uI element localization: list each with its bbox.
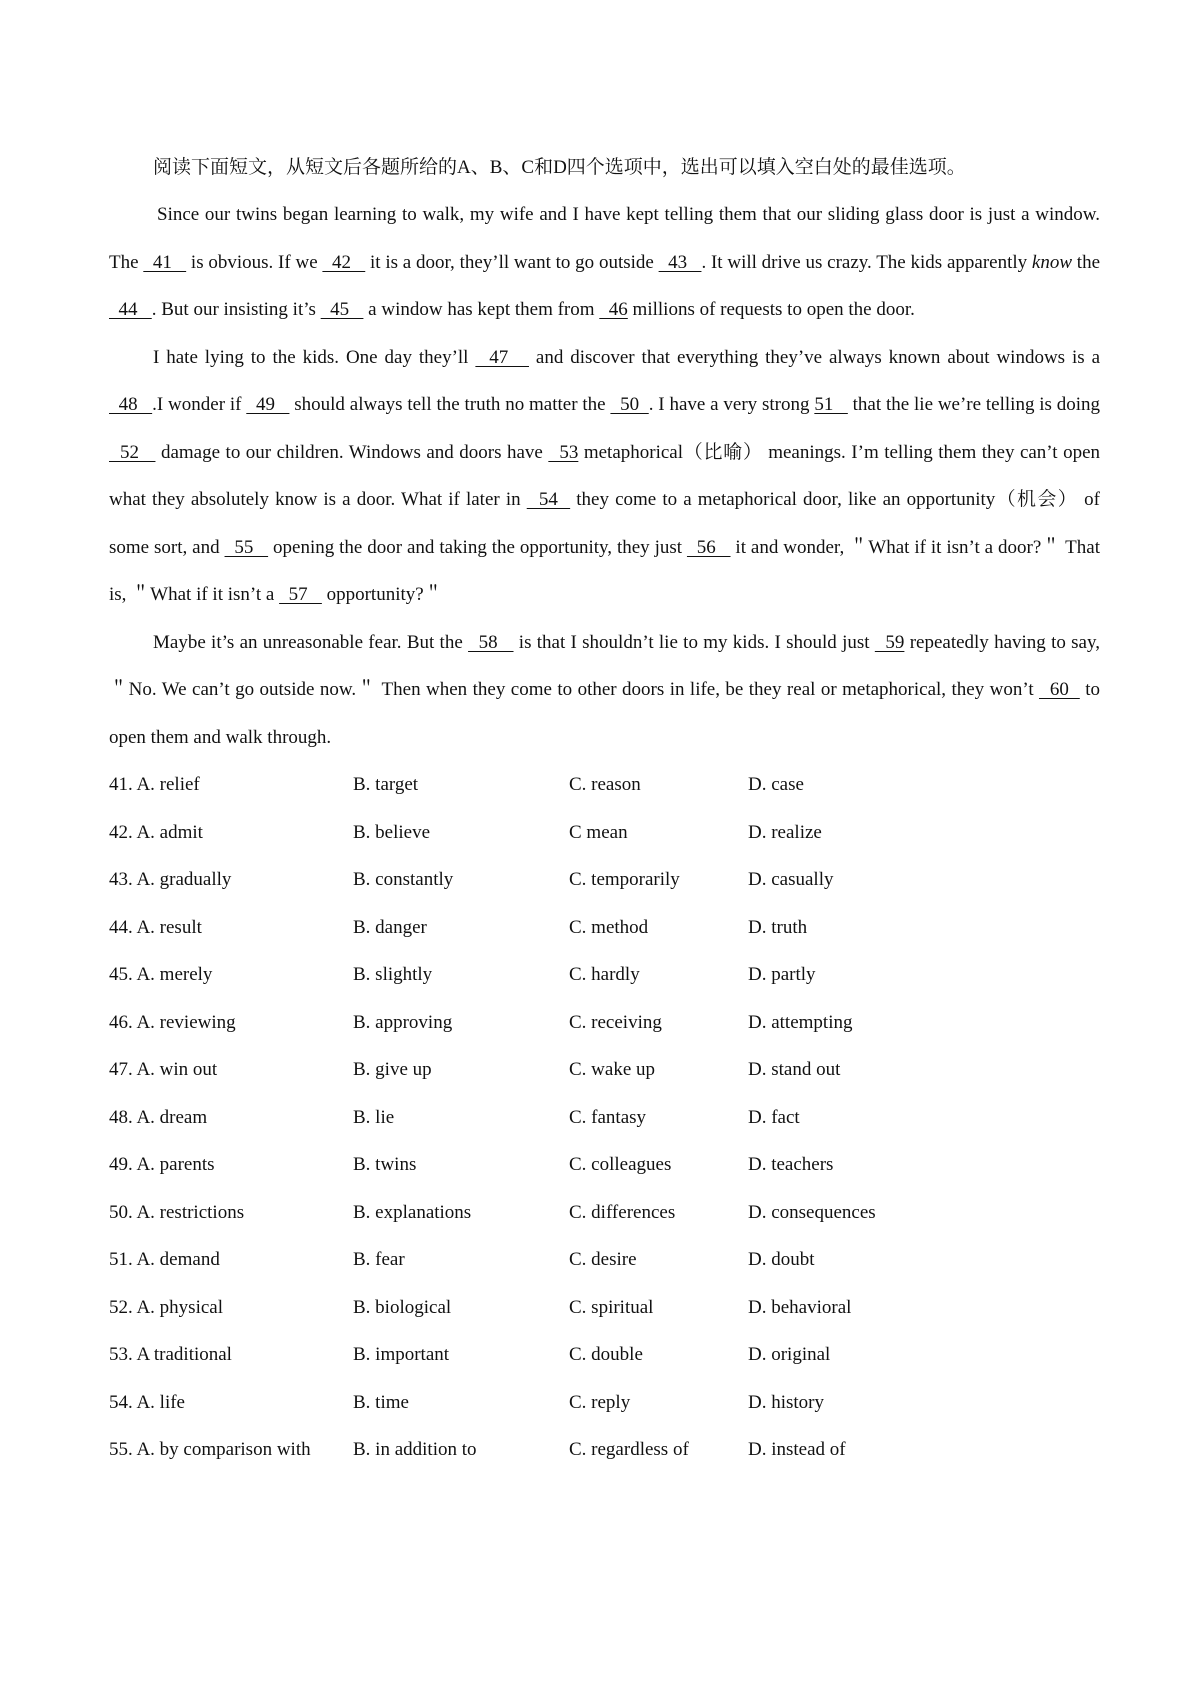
blank-51: 51	[814, 394, 848, 415]
text: . I have a very strong	[648, 394, 815, 415]
option-b: B. target	[353, 774, 419, 795]
option-b: B. important	[353, 1344, 450, 1365]
option-row-51	[109, 1236, 1100, 1284]
option-row-53	[109, 1331, 1100, 1379]
option-row-49	[109, 1141, 1100, 1189]
option-a: 50. A. restrictions	[109, 1201, 245, 1223]
option-c: C. method	[569, 916, 649, 938]
blank-53: 53	[548, 441, 579, 463]
option-a: 51. A. demand	[109, 1249, 220, 1270]
option-b: B. give up	[353, 1059, 432, 1080]
blank-54: 54	[526, 489, 571, 510]
option-row-45	[109, 951, 1100, 999]
option-d: D. case	[748, 774, 804, 795]
option-d: D. casually	[748, 869, 834, 890]
option-c: C. reply	[569, 1391, 631, 1413]
option-b: B. approving	[353, 1011, 453, 1033]
option-c: C. regardless of	[569, 1439, 689, 1460]
option-b: B. danger	[353, 916, 427, 938]
option-a: 53. A traditional	[109, 1344, 232, 1365]
blank-57: 57	[279, 584, 322, 605]
text: should always tell the truth no matter the	[289, 394, 611, 415]
text: a window has kept them from	[363, 299, 600, 320]
option-b: B. in addition to	[353, 1439, 477, 1460]
text: is obvious. If we	[186, 251, 323, 273]
option-a: 42. A. admit	[109, 821, 203, 843]
emphasis-know: know	[1031, 251, 1073, 273]
option-c: C. double	[569, 1344, 643, 1365]
option-row-50	[109, 1189, 1100, 1237]
option-a: 41. A. relief	[109, 774, 200, 795]
text: repeatedly having to say, ＂No. We can’t go outside now.＂ Then when they come to other doors in life, be they real or metaphorical, they won’t	[109, 631, 1101, 700]
option-c: C. colleagues	[569, 1154, 672, 1175]
blank-41: 41	[143, 251, 187, 273]
text: Since our twins began learning to walk, my wife and I have kept telling them that our sliding glass door is just a window. The	[109, 204, 1100, 273]
instruction-text: 阅读下面短文，从短文后各题所给的A、B、C和D四个选项中，选出可以填入空白处的最佳选项。	[153, 157, 966, 178]
option-d: D. truth	[748, 916, 808, 938]
option-row-46	[109, 999, 1100, 1047]
option-c: C mean	[569, 821, 628, 843]
text: the	[1072, 251, 1100, 273]
text: that the lie we’re telling is doing	[847, 394, 1101, 415]
option-c: C. temporarily	[569, 869, 680, 890]
option-a: 47. A. win out	[109, 1059, 218, 1080]
option-a: 44. A. result	[109, 916, 202, 938]
text: . But our insisting it’s	[151, 299, 321, 320]
text: opening the door and taking the opportunity, they just	[268, 536, 687, 558]
option-d: D. stand out	[748, 1059, 841, 1080]
blank-44: 44	[109, 299, 152, 320]
text: I hate lying to the kids. One day they’ll	[153, 346, 476, 368]
blank-52: 52	[109, 441, 156, 463]
text: it is a door, they’ll want to go outside	[365, 251, 659, 273]
text: is that I shouldn’t lie to my kids. I should just	[513, 631, 875, 653]
option-c: C. reason	[569, 774, 641, 795]
text: damage to our children. Windows and doors have	[155, 441, 549, 463]
option-c: C. spiritual	[569, 1296, 654, 1318]
option-a: 45. A. merely	[109, 964, 213, 985]
option-c: C. desire	[569, 1249, 637, 1270]
passage-paragraph-1	[109, 191, 1100, 334]
text: metaphorical（比喻） meanings. I’m telling them they can’t open what they absolutely know is a door. What if later in	[109, 441, 1100, 510]
option-b: B. twins	[353, 1154, 417, 1175]
option-row-47	[109, 1046, 1100, 1094]
option-d: D. fact	[748, 1106, 800, 1128]
passage-paragraph-2	[109, 334, 1100, 619]
text: opportunity?＂	[321, 584, 443, 605]
option-d: D. doubt	[748, 1249, 815, 1270]
option-d: D. original	[748, 1344, 831, 1365]
option-row-55	[109, 1426, 1100, 1474]
option-b: B. believe	[353, 821, 431, 843]
option-row-52	[109, 1284, 1100, 1332]
option-d: D. attempting	[748, 1011, 853, 1033]
option-b: B. time	[353, 1391, 409, 1413]
blank-49: 49	[246, 394, 290, 415]
blank-58: 58	[468, 631, 514, 653]
option-a: 55. A. by comparison with	[109, 1439, 311, 1460]
option-a: 52. A. physical	[109, 1296, 223, 1318]
blank-59: 59	[874, 631, 905, 653]
option-a: 43. A. gradually	[109, 869, 232, 890]
option-b: B. fear	[353, 1249, 405, 1270]
option-d: D. realize	[748, 821, 822, 843]
document-page	[109, 144, 1100, 1474]
blank-43: 43	[658, 251, 702, 273]
option-a: 46. A. reviewing	[109, 1011, 236, 1033]
text: Maybe it’s an unreasonable fear. But the	[153, 631, 469, 653]
text: .I wonder if	[152, 394, 247, 415]
option-c: C. hardly	[569, 964, 640, 985]
text: it and wonder, ＂What if it isn’t a door?＂ That is, ＂What if it isn’t a	[109, 536, 1100, 605]
blank-42: 42	[322, 251, 366, 273]
blank-60: 60	[1039, 679, 1080, 700]
option-row-48	[109, 1094, 1100, 1142]
option-b: B. constantly	[353, 869, 454, 890]
option-row-41	[109, 761, 1100, 809]
blank-45: 45	[320, 299, 364, 320]
passage-paragraph-3	[109, 619, 1100, 762]
blank-56: 56	[686, 536, 731, 558]
option-c: C. fantasy	[569, 1106, 647, 1128]
option-d: D. teachers	[748, 1154, 834, 1175]
option-row-43	[109, 856, 1100, 904]
option-b: B. lie	[353, 1106, 395, 1128]
text: and discover that everything they’ve always known about windows is a	[528, 346, 1100, 368]
option-row-44	[109, 904, 1100, 952]
option-row-42	[109, 809, 1100, 857]
option-d: D. history	[748, 1391, 824, 1413]
option-c: C. wake up	[569, 1059, 656, 1080]
option-row-54	[109, 1379, 1100, 1427]
option-d: D. partly	[748, 964, 816, 985]
option-a: 48. A. dream	[109, 1106, 208, 1128]
option-b: B. biological	[353, 1296, 452, 1318]
option-b: B. slightly	[353, 964, 433, 985]
blank-47: 47	[475, 346, 529, 368]
option-d: D. instead of	[748, 1439, 846, 1460]
text: millions of requests to open the door.	[627, 299, 915, 320]
option-d: D. consequences	[748, 1201, 876, 1223]
option-c: C. receiving	[569, 1011, 662, 1033]
option-d: D. behavioral	[748, 1296, 852, 1318]
option-a: 54. A. life	[109, 1391, 185, 1413]
text: . It will drive us crazy. The kids apparently	[701, 251, 1032, 273]
text: to open them and walk through.	[109, 679, 1100, 748]
option-c: C. differences	[569, 1201, 676, 1223]
blank-55: 55	[224, 536, 269, 558]
blank-50: 50	[610, 394, 649, 415]
option-b: B. explanations	[353, 1201, 472, 1223]
option-a: 49. A. parents	[109, 1154, 215, 1175]
blank-48: 48	[109, 394, 153, 415]
options-list	[109, 761, 1100, 1474]
blank-46: 46	[599, 299, 628, 320]
text: they come to a metaphorical door, like an opportunity（机会） of some sort, and	[109, 489, 1100, 558]
